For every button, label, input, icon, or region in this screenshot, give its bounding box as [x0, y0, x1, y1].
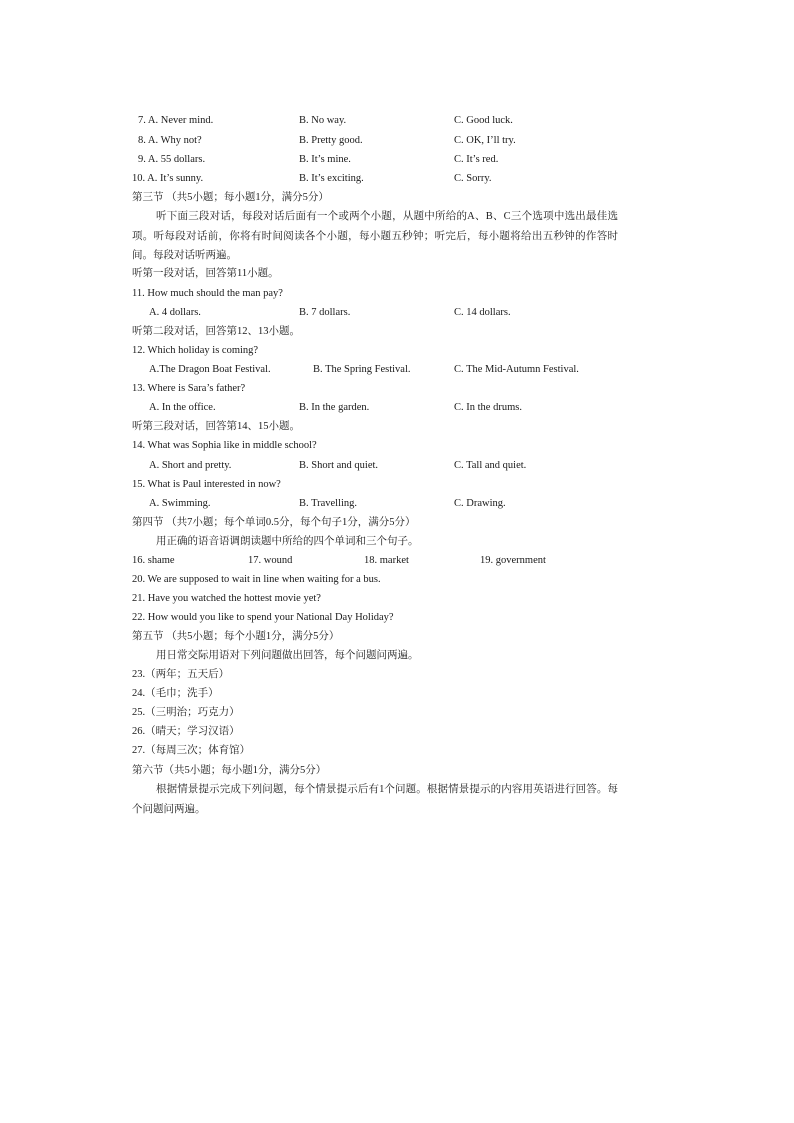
word-17: 17. wound — [248, 555, 293, 566]
q14-option-c: C. Tall and quiet. — [454, 460, 527, 471]
section6-instruction: 根据情景提示完成下列问题，每个情景提示后有1个问题。根据情景提示的内容用英语进行回答。每个问题问两遍。 — [132, 784, 618, 815]
q13-option-a: A. In the office. — [149, 402, 216, 413]
q15-stem: 15. What is Paul interested in now? — [132, 479, 281, 490]
q13-option-c: C. In the drums. — [454, 402, 522, 413]
q15-option-c: C. Drawing. — [454, 498, 506, 509]
question-8 — [138, 134, 749, 147]
dialog3-prompt: 听第三段对话，回答第14、15小题。 — [132, 421, 300, 432]
q9-option-a: A. 55 dollars. — [147, 154, 206, 165]
q7-num: 7. — [138, 115, 146, 126]
q8-option-c: C. OK, I’ll try. — [454, 135, 516, 146]
q8-a — [138, 134, 202, 147]
q9-option-c: C. It’s red. — [454, 154, 499, 165]
section5-instruction: 用日常交际用语对下列问题做出回答，每个问题问两遍。 — [156, 650, 419, 661]
prompt-26: 26.（晴天；学习汉语） — [132, 726, 240, 737]
q12-stem: 12. Which holiday is coming? — [132, 345, 259, 356]
word-18: 18. market — [364, 555, 409, 566]
q14-option-a: A. Short and pretty. — [149, 460, 232, 471]
q14-stem: 14. What was Sophia like in middle school? — [132, 440, 317, 451]
q8-option-b: B. Pretty good. — [299, 135, 363, 146]
q12-option-c: C. The Mid-Autumn Festival. — [454, 364, 579, 375]
sentence-21: 21. Have you watched the hottest movie yet? — [132, 593, 321, 604]
q15-option-b: B. Travelling. — [299, 498, 358, 509]
sentence-22: 22. How would you like to spend your National Day Holiday? — [132, 612, 394, 623]
prompt-27: 27.（每周三次；体育馆） — [132, 745, 251, 756]
q10-a — [132, 172, 203, 185]
q10-option-b: B. It’s exciting. — [299, 173, 364, 184]
q9-a — [138, 153, 205, 166]
q12-options — [149, 363, 749, 376]
q11-option-a: A. 4 dollars. — [149, 307, 201, 318]
q11-stem: 11. How much should the man pay? — [132, 288, 283, 299]
sentence-20: 20. We are supposed to wait in line when waiting for a bus. — [132, 574, 381, 585]
section3-instruction: 听下面三段对话，每段对话后面有一个或两个小题，从题中所给的A、B、C三个选项中选出最佳选项。听每段对话前，你将有时间阅读各个小题，每小题五秒钟；听完后，每小题将给出五秒钟的作答时间。每段对话听两遍。 — [132, 211, 618, 261]
q10-option-a: A. It’s sunny. — [147, 173, 204, 184]
dialog2-prompt: 听第二段对话，回答第12、13小题。 — [132, 326, 300, 337]
q13-stem: 13. Where is Sara’s father? — [132, 383, 246, 394]
q10-option-c: C. Sorry. — [454, 173, 492, 184]
section6-heading: 第六节（共5小题；每小题1分，满分5分） — [132, 765, 327, 776]
dialog1-prompt: 听第一段对话，回答第11小题。 — [132, 268, 279, 279]
question-7 — [138, 114, 749, 127]
q11-option-c: C. 14 dollars. — [454, 307, 511, 318]
word-19: 19. government — [480, 555, 546, 566]
q8-option-a: A. Why not? — [147, 135, 202, 146]
section3-heading: 第三节 （共5小题；每小题1分，满分5分） — [132, 192, 329, 203]
q15-option-a: A. Swimming. — [149, 498, 211, 509]
q11-option-b: B. 7 dollars. — [299, 307, 351, 318]
q10-num: 10. — [132, 173, 146, 184]
q13-options — [149, 401, 749, 414]
q7-option-a: A. Never mind. — [147, 115, 214, 126]
section5-heading: 第五节 （共5小题；每个小题1分，满分5分） — [132, 631, 340, 642]
q13-option-b: B. In the garden. — [299, 402, 370, 413]
q8-num: 8. — [138, 135, 146, 146]
q12-option-a: A.The Dragon Boat Festival. — [149, 364, 271, 375]
word-list — [132, 554, 612, 567]
q12-option-b: B. The Spring Festival. — [313, 364, 411, 375]
q9-num: 9. — [138, 154, 146, 165]
prompt-24: 24.（毛巾；洗手） — [132, 688, 219, 699]
word-16: 16. shame — [132, 555, 175, 566]
q7-a — [138, 114, 213, 127]
question-9 — [138, 153, 749, 166]
q7-option-b: B. No way. — [299, 115, 347, 126]
section4-heading: 第四节 （共7小题；每个单词0.5分，每个句子1分，满分5分） — [132, 517, 416, 528]
question-10 — [132, 172, 749, 185]
q14-option-b: B. Short and quiet. — [299, 460, 379, 471]
q14-options — [149, 459, 749, 472]
prompt-25: 25.（三明治；巧克力） — [132, 707, 240, 718]
q7-option-c: C. Good luck. — [454, 115, 513, 126]
q15-options — [149, 497, 749, 510]
q9-option-b: B. It’s mine. — [299, 154, 351, 165]
section4-instruction: 用正确的语音语调朗读题中所给的四个单词和三个句子。 — [156, 536, 419, 547]
prompt-23: 23.（两年；五天后） — [132, 669, 230, 680]
q11-options — [149, 306, 749, 319]
